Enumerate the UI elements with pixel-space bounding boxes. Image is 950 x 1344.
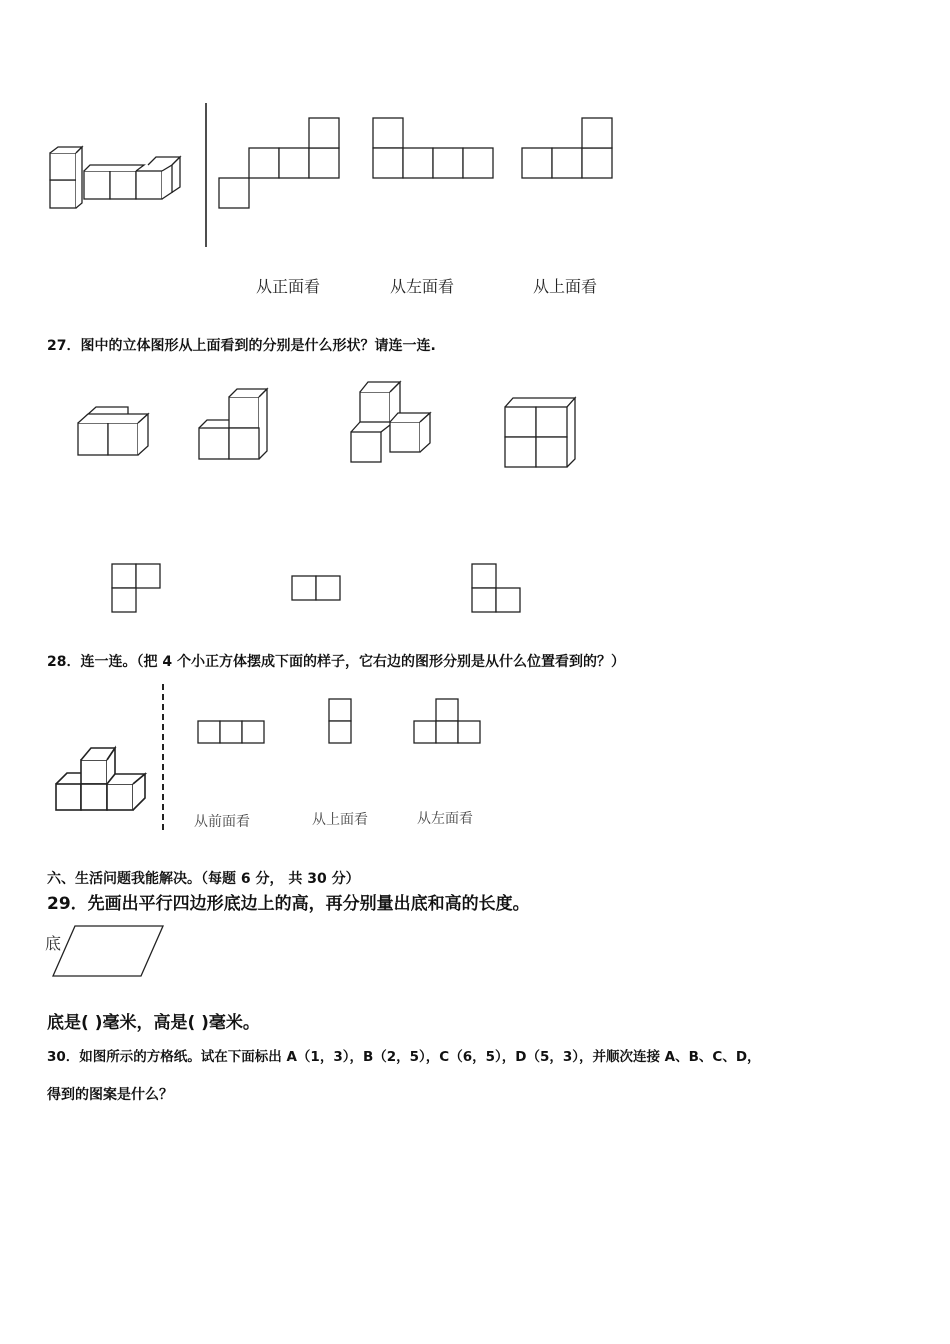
q28-view-3	[413, 698, 483, 746]
q27-top-view-3	[471, 563, 523, 615]
q26-label-left: 从左面看	[390, 277, 455, 296]
q26-separator	[204, 103, 208, 253]
q29-base-label: 底	[45, 934, 62, 953]
q28-question: 28．连一连。（把 4 个小正方体摆成下面的样子，它右边的图形分别是从什么位置看到的？）	[47, 654, 625, 670]
q28-label-left: 从左面看	[417, 811, 473, 827]
q28-solid-figure	[53, 744, 153, 819]
q27-solid-2	[197, 385, 277, 465]
q26-view-front	[218, 117, 343, 212]
q30-question-line-1: 30．如图所示的方格纸。试在下面标出 A（1，3），B（2，5），C（6，5），D（5，3），并顺次连接 A、B、C、D，	[47, 1049, 761, 1065]
q28-view-1	[197, 720, 267, 746]
q29-answer-line: 底是( )毫米，高是( )毫米。	[47, 1013, 260, 1033]
q27-solid-4	[503, 395, 583, 475]
q28-dashed-separator	[161, 684, 165, 834]
q29-question: 29．先画出平行四边形底边上的高，再分别量出底和高的长度。	[47, 894, 530, 914]
q28-label-top: 从上面看	[312, 812, 368, 828]
q26-label-front: 从正面看	[256, 277, 321, 296]
q29-parallelogram	[52, 925, 167, 980]
section-6-heading: 六、生活问题我能解决。（每题 6 分， 共 30 分）	[47, 871, 360, 887]
q28-label-front: 从前面看	[194, 814, 250, 830]
q27-solid-1	[76, 404, 156, 459]
q26-label-top: 从上面看	[533, 277, 598, 296]
q26-view-top	[521, 117, 616, 182]
q27-top-view-1	[111, 563, 163, 615]
q26-solid-figure	[48, 145, 188, 225]
q26-view-left	[372, 117, 497, 182]
q27-question: 27．图中的立体图形从上面看到的分别是什么形状？请连一连.	[47, 338, 436, 354]
q28-view-2	[328, 698, 354, 746]
q27-solid-3	[348, 377, 438, 467]
q30-question-line-2: 得到的图案是什么？	[47, 1087, 173, 1103]
q27-top-view-2	[291, 575, 343, 603]
